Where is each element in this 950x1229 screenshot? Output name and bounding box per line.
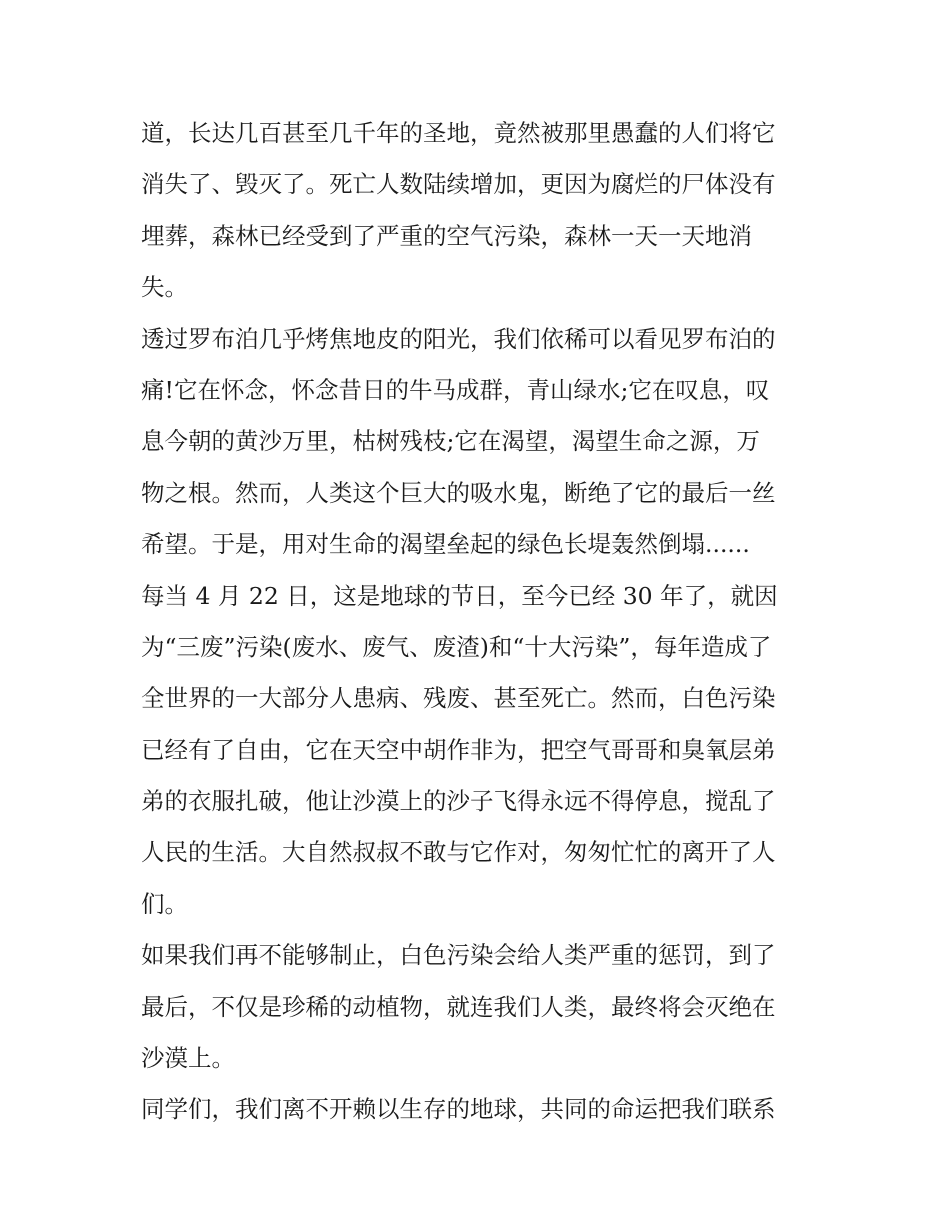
text-line: 最后，不仅是珍稀的动植物，就连我们人类，最终将会灭绝在 (141, 992, 776, 1021)
text-line: 如果我们再不能够制止，白色污染会给人类严重的惩罚，到了 (141, 941, 776, 970)
text-line: 透过罗布泊几乎烤焦地皮的阳光，我们依稀可以看见罗布泊的 (141, 324, 776, 353)
text-line: 们。 (141, 889, 188, 918)
text-line: 每当 4 月 22 日，这是地球的节日，至今已经 30 年了，就因 (141, 581, 778, 610)
text-line: 道，长达几百甚至几千年的圣地，竟然被那里愚蠢的人们将它 (141, 119, 776, 147)
text-line: 人民的生活。大自然叔叔不敢与它作对，匆匆忙忙的离开了人 (141, 838, 776, 867)
text-line: 物之根。然而，人类这个巨大的吸水鬼，断绝了它的最后一丝 (141, 478, 776, 507)
text-line: 为“三废”污染(废水、废气、废渣)和“十大污染”，每年造成了 (141, 632, 772, 661)
text-line: 消失了、毁灭了。死亡人数陆续增加，更因为腐烂的尸体没有 (141, 170, 776, 199)
essay-text (141, 108, 816, 1136)
text-line: 同学们，我们离不开赖以生存的地球，共同的命运把我们联系 (141, 1095, 776, 1124)
text-line: 沙漠上。 (141, 1044, 235, 1073)
text-line: 失。 (141, 273, 188, 302)
text-line: 全世界的一大部分人患病、残废、甚至死亡。然而，白色污染 (141, 684, 776, 713)
text-line: 希望。于是，用对生命的渴望垒起的绿色长堤轰然倒塌...... (141, 530, 750, 559)
text-line: 弟的衣服扎破，他让沙漠上的沙子飞得永远不得停息，搅乱了 (141, 787, 776, 816)
text-line: 埋葬，森林已经受到了严重的空气污染，森林一天一天地消 (141, 221, 752, 250)
text-line: 息今朝的黄沙万里，枯树残枝;它在渴望，渴望生命之源，万 (141, 427, 760, 456)
text-line: 已经有了自由，它在天空中胡作非为，把空气哥哥和臭氧层弟 (141, 735, 776, 764)
text-line: 痛!它在怀念，怀念昔日的牛马成群，青山绿水;它在叹息，叹 (141, 375, 770, 404)
